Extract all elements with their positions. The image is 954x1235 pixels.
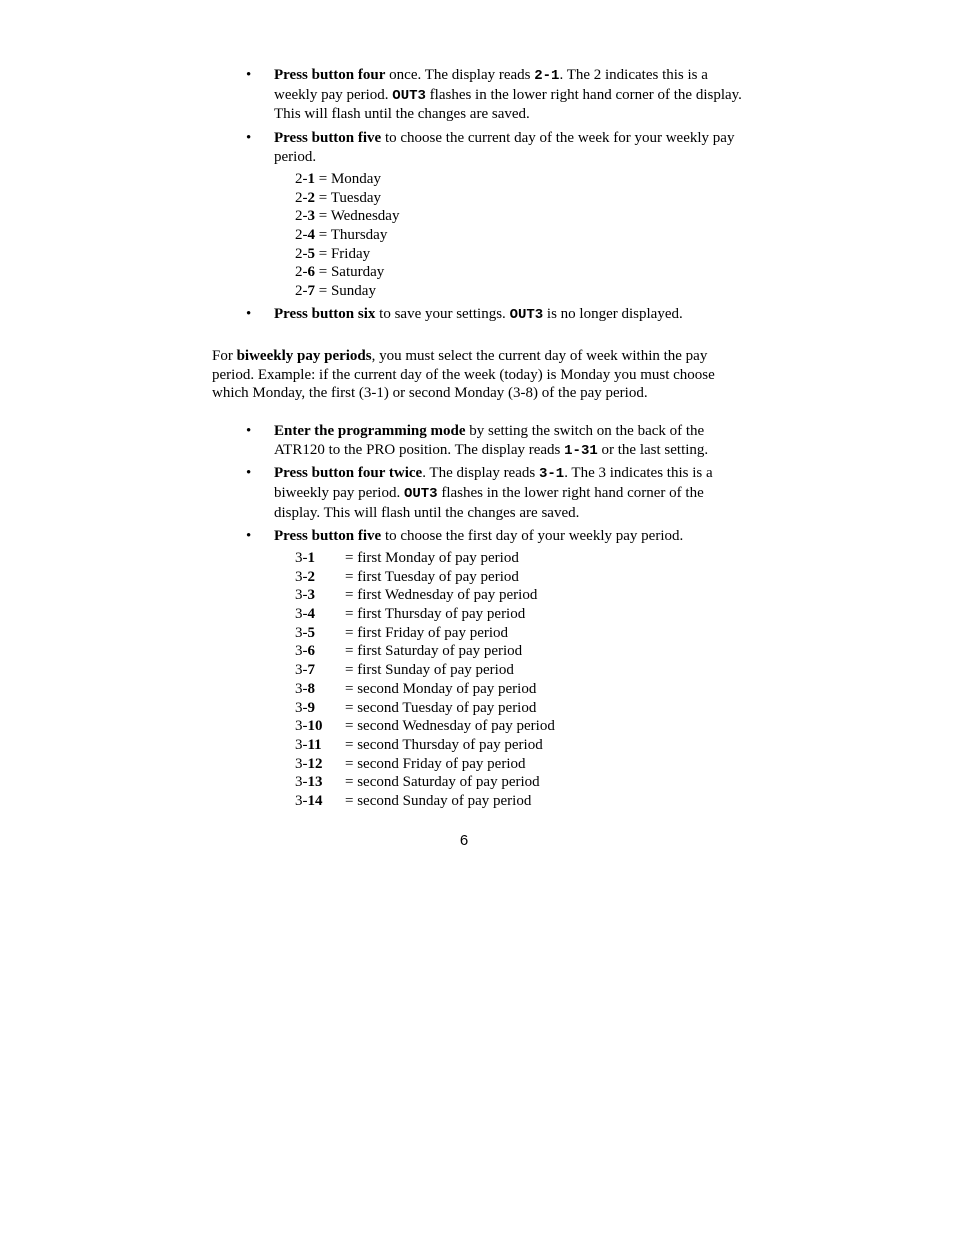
bullet-icon: •	[246, 130, 252, 147]
list-item: 3-4 = first Thursday of pay period	[295, 606, 526, 623]
bullet-icon: •	[246, 527, 252, 544]
biweekly-step-button-four: • Press button four twice. The display reads 3-1. The 3 indicates this is a biweekly pay period. OUT3 flashes in the lower right hand corner of the display. This will flash until the changes are saved.	[246, 465, 713, 521]
page-number: 6	[459, 832, 469, 849]
list-item: 2-1 = Monday	[295, 171, 381, 187]
list-item: 3-1 = first Monday of pay period	[295, 550, 519, 566]
list-item: 3-12 = second Friday of pay period	[295, 755, 526, 772]
list-item: 3-9 = second Tuesday of pay period	[295, 699, 537, 716]
biweekly-day-list	[295, 549, 555, 811]
weekly-bullet-list	[246, 66, 744, 167]
list-item: 3-7 = first Sunday of pay period	[295, 662, 514, 679]
list-item: 2-6 = Saturday	[295, 264, 385, 281]
weekly-step-button-six: • Press button six to save your settings. OUT3 is no longer displayed.	[246, 306, 683, 323]
list-item: 3-3 = first Wednesday of pay period	[295, 587, 538, 604]
biweekly-intro-paragraph: For biweekly pay periods, you must select the current day of week within the pay period. Example: if the current day of the week (today) is Monday you must choose which Monday, the first (3-1) or second Monday (3-8) of the pay period.	[212, 348, 715, 402]
list-item: 3-2 = first Tuesday of pay period	[295, 568, 519, 585]
bullet-icon: •	[246, 423, 252, 439]
list-item: 2-2 = Tuesday	[295, 189, 381, 206]
biweekly-step-programming-mode: • Enter the programming mode by setting the switch on the back of the ATR120 to the PRO position. The display reads 1-31 or the last setting.	[246, 423, 709, 459]
list-item: 3-6 = first Saturday of pay period	[295, 643, 523, 660]
bullet-icon: •	[246, 306, 252, 322]
list-item: 3-11 = second Thursday of pay period	[295, 736, 543, 753]
list-item: 2-5 = Friday	[295, 245, 371, 262]
list-item: 3-14 = second Sunday of pay period	[295, 792, 532, 809]
bullet-icon: •	[246, 67, 252, 83]
weekly-day-list	[295, 170, 399, 301]
list-item: 2-4 = Thursday	[295, 227, 388, 244]
list-item: 3-5 = first Friday of pay period	[295, 624, 509, 641]
list-item: 2-7 = Sunday	[295, 283, 376, 300]
bullet-icon: •	[246, 465, 252, 482]
list-item: 3-8 = second Monday of pay period	[295, 680, 537, 697]
list-item: 2-3 = Wednesday	[295, 208, 400, 225]
weekly-step-button-four: • Press button four once. The display reads 2-1. The 2 indicates this is a weekly pay period. OUT3 flashes in the lower right hand corner of the display. This will flash until the changes are saved.	[246, 67, 742, 123]
biweekly-bullet-list	[246, 422, 744, 545]
list-item: 3-13 = second Saturday of pay period	[295, 774, 540, 791]
weekly-save-bullet	[246, 305, 744, 325]
list-item: 3-10 = second Wednesday of pay period	[295, 718, 555, 735]
biweekly-step-button-five: • Press button five to choose the first day of your weekly pay period.	[246, 527, 684, 544]
weekly-step-button-five: • Press button five to choose the current day of the week for your weekly pay period.	[246, 130, 735, 165]
